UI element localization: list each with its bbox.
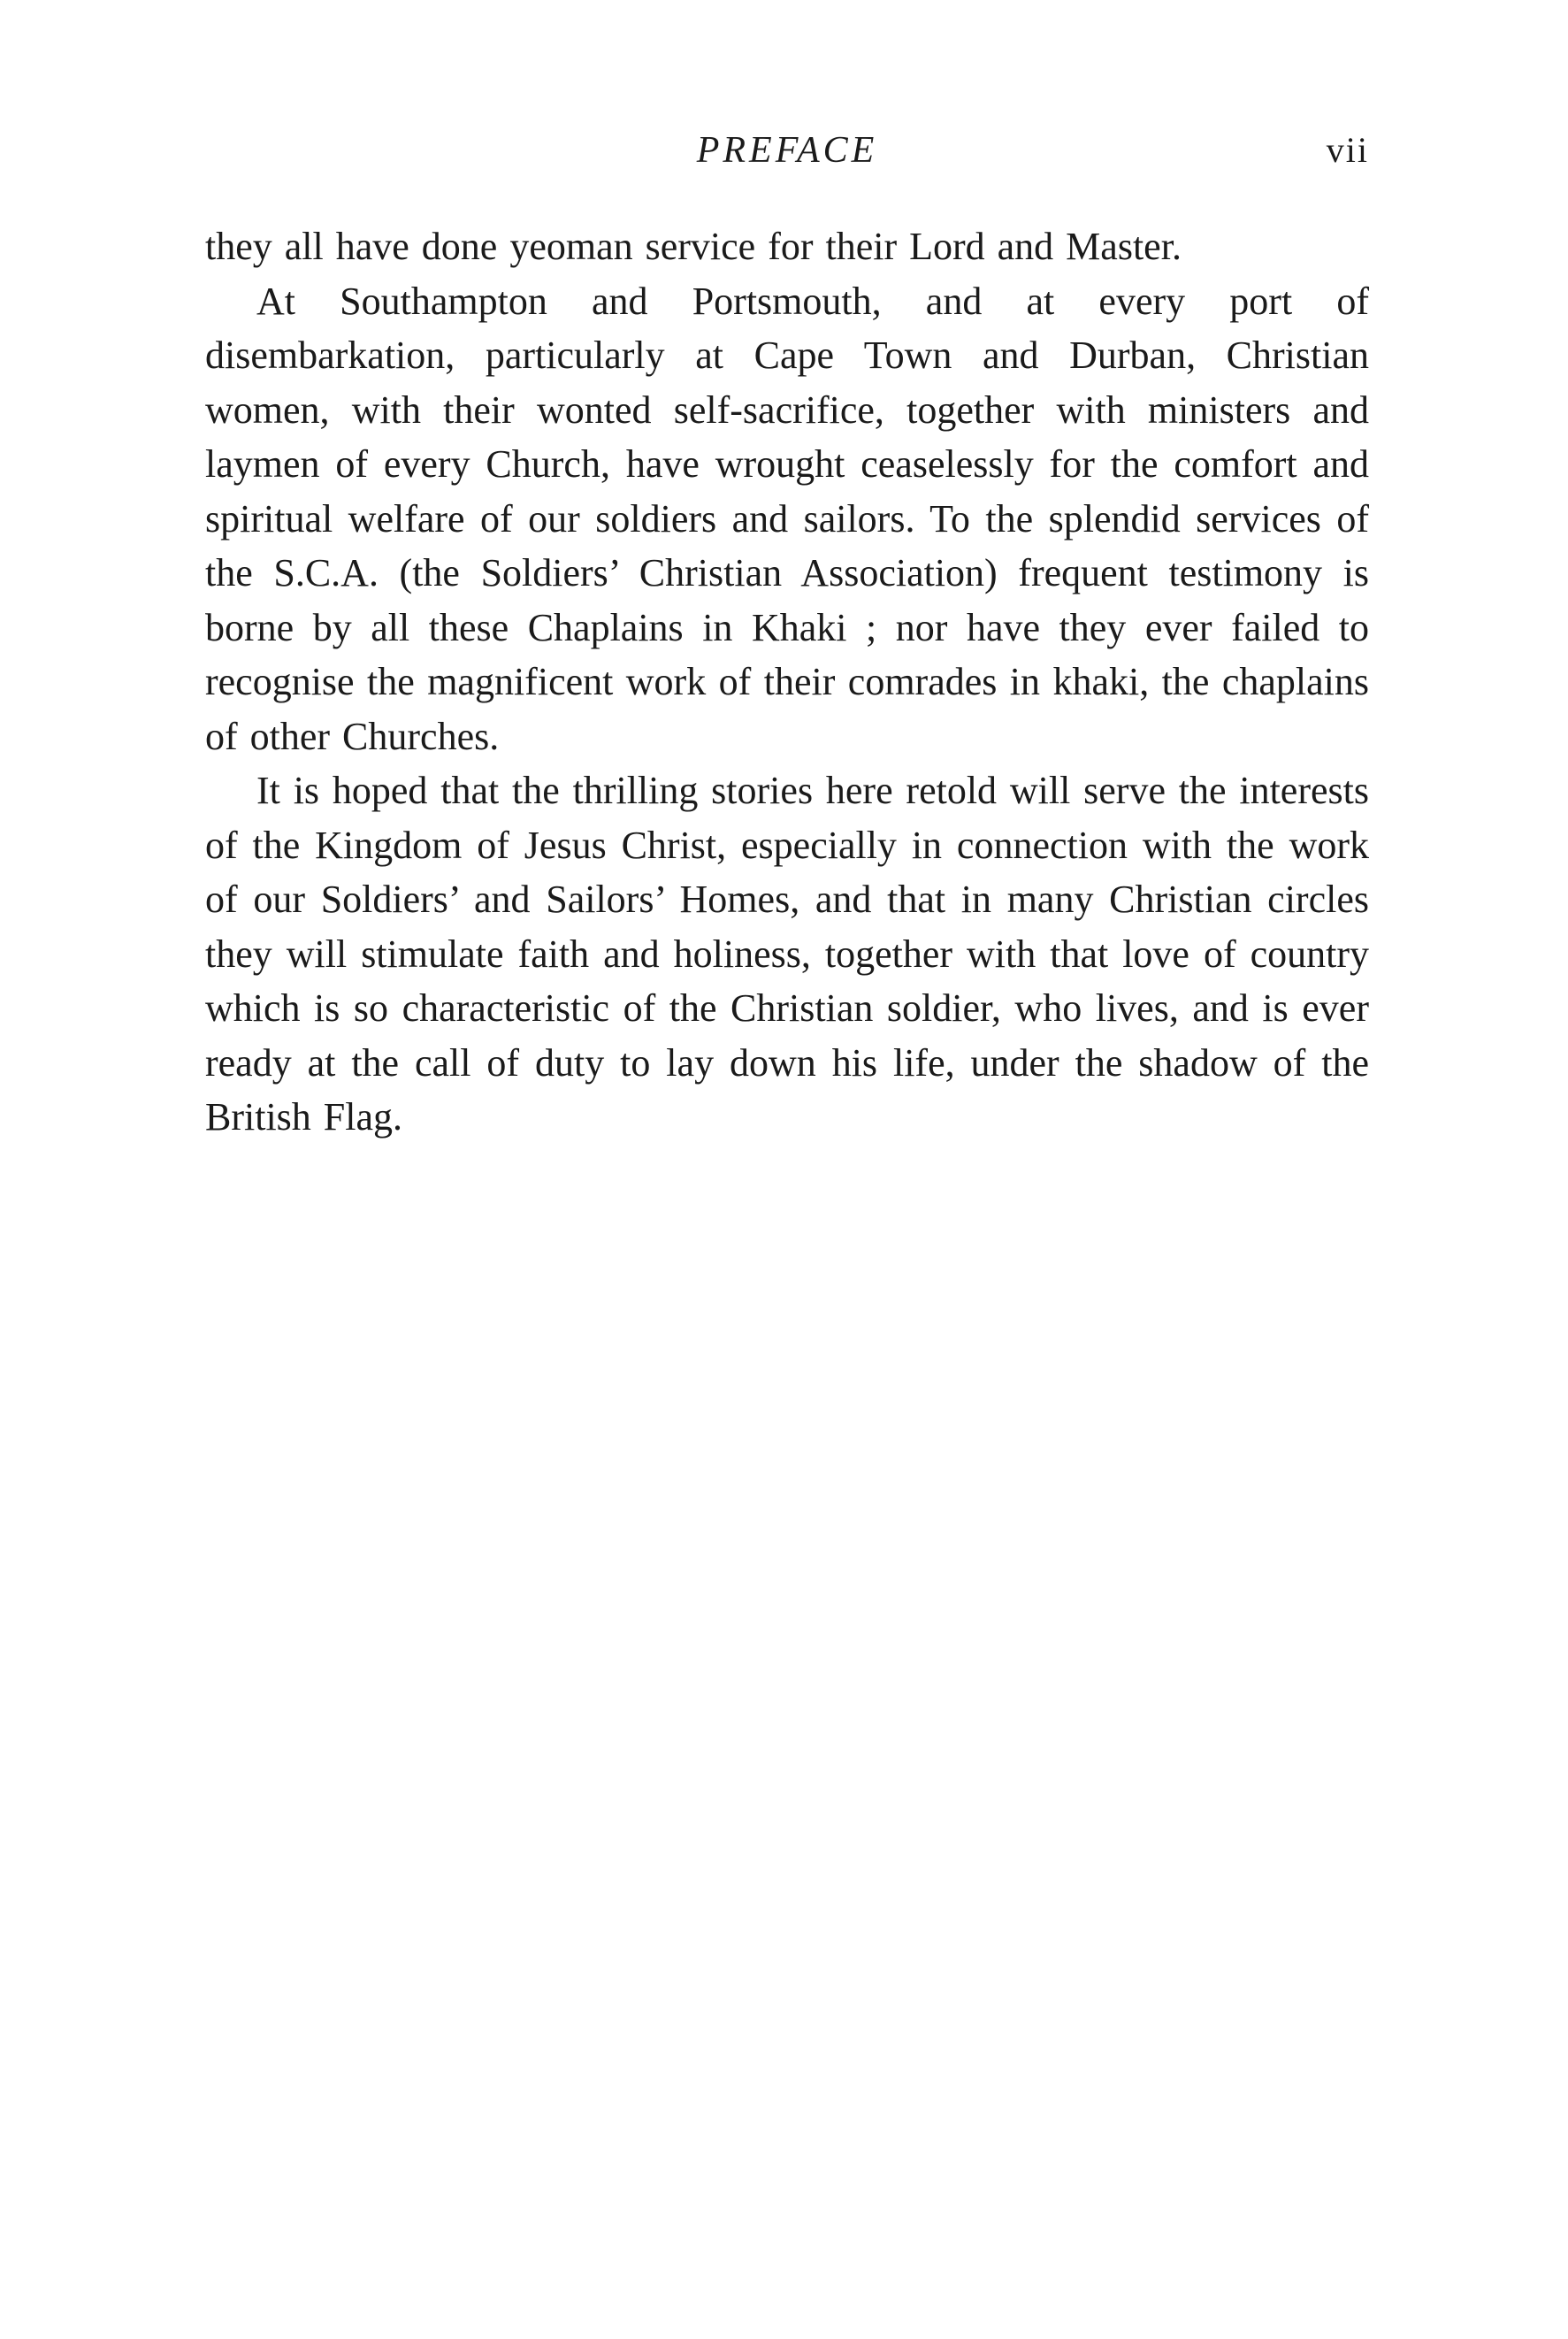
paragraph-continued: they all have done yeoman service for their Lord and Master. (205, 225, 1182, 268)
page-number: vii (1326, 130, 1369, 170)
paragraph-hoped: It is hoped that the thrilling stories here retold will serve the interests of the Kingdom of Jesus Christ, especially in connection with the work of our Soldiers’ and Sailors’ Homes, and that in many Christian circles they will stimulate faith and holiness, together with that love of country which is so characteristic of the Christian soldier, who lives, and is ever ready at the call of duty to lay down his life, under the shadow of the British Flag. (205, 769, 1369, 1139)
body-text (205, 219, 1369, 1145)
running-title: PREFACE (696, 130, 878, 171)
running-head (205, 124, 1369, 177)
paragraph-southampton: At Southampton and Portsmouth, and at every port of disembarkation, particularly at Cape Town and Durban, Christian women, with their wonted self-sacrifice, together with ministers and laymen of every Church, have wrought ceaselessly for the comfort and spiritual welfare of our soldiers and sailors. To the splendid services of the S.C.A. (the Soldiers’ Christian Association) frequent testimony is borne by all these Chaplains in Khaki ; nor have they ever failed to recognise the magnificent work of their comrades in khaki, the chaplains of other Churches. (205, 279, 1369, 758)
